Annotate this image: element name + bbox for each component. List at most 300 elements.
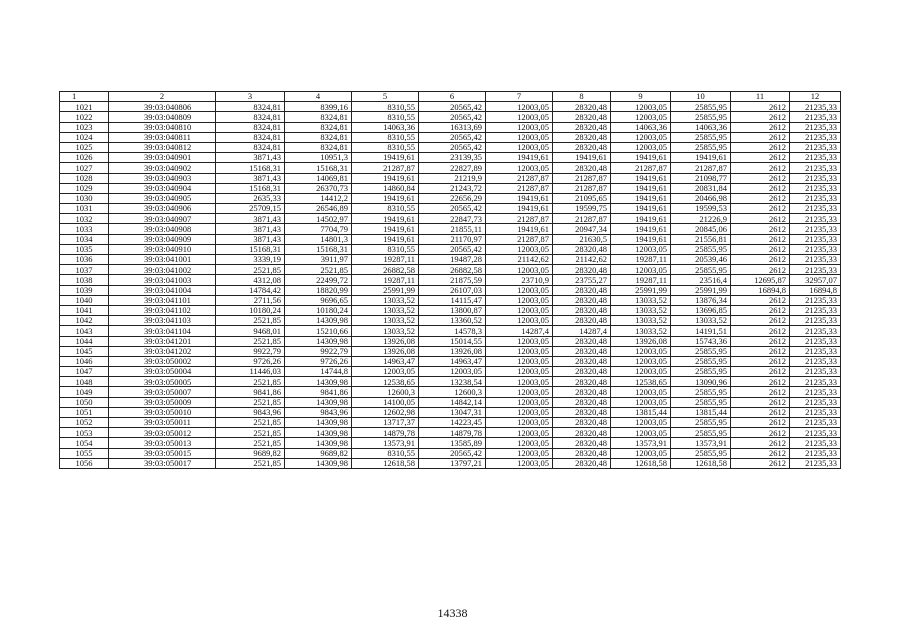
table-cell: 8310,55 bbox=[352, 102, 419, 112]
table-cell: 8324,81 bbox=[216, 102, 285, 112]
table-cell: 21095,65 bbox=[553, 193, 611, 203]
table-cell: 22847,73 bbox=[419, 214, 486, 224]
table-cell: 39:03:041102 bbox=[109, 305, 216, 315]
table-cell: 13033,52 bbox=[611, 316, 671, 326]
table-cell: 26882,58 bbox=[419, 265, 486, 275]
table-cell: 13033,52 bbox=[611, 326, 671, 336]
table-cell: 11446,03 bbox=[216, 367, 285, 377]
column-header: 3 bbox=[216, 92, 285, 102]
table-cell: 15168,31 bbox=[216, 244, 285, 254]
column-header: 7 bbox=[486, 92, 553, 102]
table-cell: 12003,05 bbox=[486, 142, 553, 152]
column-header: 6 bbox=[419, 92, 486, 102]
table-cell: 1023 bbox=[60, 122, 109, 132]
table-cell: 12003,05 bbox=[486, 122, 553, 132]
table-cell: 2612 bbox=[731, 305, 790, 315]
table-cell: 21287,87 bbox=[553, 183, 611, 193]
table-cell: 1024 bbox=[60, 132, 109, 142]
table-cell: 20565,42 bbox=[419, 448, 486, 458]
table-row bbox=[60, 183, 841, 193]
table-cell: 14309,98 bbox=[285, 316, 352, 326]
table-cell: 25855,95 bbox=[671, 367, 731, 377]
table-cell: 12003,05 bbox=[486, 458, 553, 468]
table-row bbox=[60, 295, 841, 305]
table-cell: 12695,87 bbox=[731, 275, 790, 285]
table-cell: 1051 bbox=[60, 407, 109, 417]
table-cell: 21235,33 bbox=[790, 295, 841, 305]
table-cell: 21875,59 bbox=[419, 275, 486, 285]
table-cell: 12003,05 bbox=[611, 244, 671, 254]
table-cell: 21287,87 bbox=[671, 163, 731, 173]
table-cell: 20947,34 bbox=[553, 224, 611, 234]
table-cell: 19419,61 bbox=[486, 224, 553, 234]
table-cell: 39:03:041103 bbox=[109, 316, 216, 326]
table-cell: 39:03:050007 bbox=[109, 387, 216, 397]
table-cell: 28320,48 bbox=[553, 418, 611, 428]
table-cell: 1029 bbox=[60, 183, 109, 193]
table-row bbox=[60, 142, 841, 152]
table-cell: 9468,01 bbox=[216, 326, 285, 336]
table-cell: 8310,55 bbox=[352, 142, 419, 152]
table-cell: 1035 bbox=[60, 244, 109, 254]
table-cell: 8399,16 bbox=[285, 102, 352, 112]
table-cell: 13815,44 bbox=[611, 407, 671, 417]
table-cell: 12003,05 bbox=[486, 428, 553, 438]
table-cell: 2612 bbox=[731, 142, 790, 152]
table-cell: 2612 bbox=[731, 387, 790, 397]
data-table bbox=[59, 91, 841, 469]
table-cell: 13047,31 bbox=[419, 407, 486, 417]
table-cell: 25855,95 bbox=[671, 112, 731, 122]
table-row bbox=[60, 397, 841, 407]
table-cell: 21287,87 bbox=[486, 183, 553, 193]
table-cell: 21170,97 bbox=[419, 234, 486, 244]
table-cell: 28320,48 bbox=[553, 458, 611, 468]
table-cell: 39:03:040907 bbox=[109, 214, 216, 224]
table-cell: 12003,05 bbox=[486, 356, 553, 366]
table-cell: 21235,33 bbox=[790, 122, 841, 132]
table-cell: 21235,33 bbox=[790, 367, 841, 377]
table-cell: 3871,43 bbox=[216, 153, 285, 163]
table-row bbox=[60, 377, 841, 387]
table-cell: 3871,43 bbox=[216, 173, 285, 183]
table-cell: 1028 bbox=[60, 173, 109, 183]
table-cell: 25855,95 bbox=[671, 387, 731, 397]
table-cell: 28320,48 bbox=[553, 316, 611, 326]
table-cell: 14744,8 bbox=[285, 367, 352, 377]
table-cell: 1043 bbox=[60, 326, 109, 336]
column-header: 5 bbox=[352, 92, 419, 102]
table-cell: 39:03:050017 bbox=[109, 458, 216, 468]
table-cell: 21287,87 bbox=[553, 173, 611, 183]
table-row bbox=[60, 244, 841, 254]
table-cell: 19419,61 bbox=[611, 173, 671, 183]
table-cell: 25855,95 bbox=[671, 397, 731, 407]
table-cell: 19287,11 bbox=[611, 255, 671, 265]
table-cell: 2521,85 bbox=[285, 265, 352, 275]
table-cell: 1027 bbox=[60, 163, 109, 173]
table-cell: 12003,05 bbox=[486, 132, 553, 142]
table-cell: 8324,81 bbox=[285, 142, 352, 152]
table-cell: 14412,2 bbox=[285, 193, 352, 203]
table-cell: 18820,99 bbox=[285, 285, 352, 295]
table-cell: 21142,62 bbox=[486, 255, 553, 265]
table-cell: 21235,33 bbox=[790, 387, 841, 397]
table-cell: 19419,61 bbox=[611, 224, 671, 234]
table-cell: 1022 bbox=[60, 112, 109, 122]
table-cell: 25855,95 bbox=[671, 448, 731, 458]
table-cell: 21243,72 bbox=[419, 183, 486, 193]
table-cell: 19419,61 bbox=[486, 193, 553, 203]
table-cell: 12003,05 bbox=[611, 265, 671, 275]
table-cell: 1025 bbox=[60, 142, 109, 152]
table-cell: 2612 bbox=[731, 346, 790, 356]
table-cell: 12003,05 bbox=[611, 142, 671, 152]
table-cell: 16313,69 bbox=[419, 122, 486, 132]
table-cell: 39:03:041004 bbox=[109, 285, 216, 295]
table-cell: 19419,61 bbox=[352, 193, 419, 203]
table-cell: 39:03:041001 bbox=[109, 255, 216, 265]
table-cell: 21235,33 bbox=[790, 336, 841, 346]
table-cell: 1034 bbox=[60, 234, 109, 244]
table-row bbox=[60, 265, 841, 275]
table-cell: 39:03:040811 bbox=[109, 132, 216, 142]
table-cell: 12003,05 bbox=[419, 367, 486, 377]
table-cell: 23755,27 bbox=[553, 275, 611, 285]
table-cell: 21235,33 bbox=[790, 193, 841, 203]
table-cell: 21235,33 bbox=[790, 428, 841, 438]
table-cell: 19419,61 bbox=[486, 204, 553, 214]
table-cell: 14063,36 bbox=[671, 122, 731, 132]
table-cell: 21235,33 bbox=[790, 418, 841, 428]
table-cell: 39:03:050013 bbox=[109, 438, 216, 448]
table-row bbox=[60, 102, 841, 112]
table-cell: 39:03:040809 bbox=[109, 112, 216, 122]
table-cell: 2612 bbox=[731, 428, 790, 438]
table-cell: 1045 bbox=[60, 346, 109, 356]
table-row bbox=[60, 275, 841, 285]
table-cell: 8324,81 bbox=[285, 132, 352, 142]
table-cell: 2612 bbox=[731, 336, 790, 346]
table-cell: 2612 bbox=[731, 234, 790, 244]
table-cell: 1038 bbox=[60, 275, 109, 285]
table-row bbox=[60, 418, 841, 428]
table-cell: 19419,61 bbox=[611, 234, 671, 244]
table-cell: 12003,05 bbox=[611, 367, 671, 377]
column-header: 8 bbox=[553, 92, 611, 102]
table-cell: 39:03:041202 bbox=[109, 346, 216, 356]
table-cell: 26107,03 bbox=[419, 285, 486, 295]
table-cell: 14309,98 bbox=[285, 397, 352, 407]
table-cell: 28320,48 bbox=[553, 387, 611, 397]
table-cell: 9689,82 bbox=[285, 448, 352, 458]
table-cell: 12003,05 bbox=[486, 407, 553, 417]
table-cell: 2612 bbox=[731, 183, 790, 193]
table-cell: 21235,33 bbox=[790, 458, 841, 468]
table-cell: 14860,84 bbox=[352, 183, 419, 193]
table-cell: 12003,05 bbox=[611, 418, 671, 428]
table-cell: 12538,65 bbox=[352, 377, 419, 387]
table-cell: 21630,5 bbox=[553, 234, 611, 244]
table-cell: 12003,05 bbox=[486, 377, 553, 387]
table-cell: 39:03:040812 bbox=[109, 142, 216, 152]
table-cell: 8310,55 bbox=[352, 448, 419, 458]
table-cell: 16894,8 bbox=[731, 285, 790, 295]
table-cell: 8324,81 bbox=[216, 112, 285, 122]
table-cell: 2612 bbox=[731, 448, 790, 458]
table-cell: 19487,28 bbox=[419, 255, 486, 265]
table-cell: 9841,86 bbox=[216, 387, 285, 397]
table-cell: 21235,33 bbox=[790, 163, 841, 173]
table-cell: 2612 bbox=[731, 112, 790, 122]
table-cell: 20565,42 bbox=[419, 102, 486, 112]
table-row bbox=[60, 387, 841, 397]
table-cell: 1056 bbox=[60, 458, 109, 468]
table-cell: 32957,07 bbox=[790, 275, 841, 285]
table-cell: 15168,31 bbox=[216, 163, 285, 173]
table-cell: 14578,3 bbox=[419, 326, 486, 336]
table-row bbox=[60, 173, 841, 183]
table-cell: 12003,05 bbox=[611, 428, 671, 438]
table-cell: 2612 bbox=[731, 193, 790, 203]
table-cell: 25709,15 bbox=[216, 204, 285, 214]
table-row bbox=[60, 193, 841, 203]
table-cell: 39:03:040910 bbox=[109, 244, 216, 254]
table-cell: 2612 bbox=[731, 153, 790, 163]
column-header: 1 bbox=[60, 92, 109, 102]
table-cell: 9922,79 bbox=[285, 346, 352, 356]
table-cell: 25855,95 bbox=[671, 356, 731, 366]
table-cell: 22656,29 bbox=[419, 193, 486, 203]
table-cell: 28320,48 bbox=[553, 356, 611, 366]
table-cell: 9726,26 bbox=[285, 356, 352, 366]
table-cell: 13573,91 bbox=[611, 438, 671, 448]
table-cell: 21235,33 bbox=[790, 326, 841, 336]
table-cell: 2612 bbox=[731, 438, 790, 448]
table-cell: 8310,55 bbox=[352, 112, 419, 122]
table-cell: 9696,65 bbox=[285, 295, 352, 305]
table-cell: 1054 bbox=[60, 438, 109, 448]
table-cell: 13926,08 bbox=[611, 336, 671, 346]
table-cell: 12003,05 bbox=[486, 336, 553, 346]
table-cell: 13815,44 bbox=[671, 407, 731, 417]
table-cell: 1026 bbox=[60, 153, 109, 163]
table-cell: 21287,87 bbox=[611, 163, 671, 173]
table-cell: 15210,66 bbox=[285, 326, 352, 336]
table-cell: 21235,33 bbox=[790, 407, 841, 417]
table-cell: 12003,05 bbox=[486, 316, 553, 326]
table-cell: 13033,52 bbox=[352, 295, 419, 305]
table-row bbox=[60, 316, 841, 326]
table-row bbox=[60, 326, 841, 336]
table-row bbox=[60, 255, 841, 265]
table-cell: 25855,95 bbox=[671, 142, 731, 152]
table-cell: 13033,52 bbox=[352, 326, 419, 336]
table-cell: 25855,95 bbox=[671, 418, 731, 428]
table-row bbox=[60, 204, 841, 214]
table-row bbox=[60, 367, 841, 377]
table-cell: 13090,96 bbox=[671, 377, 731, 387]
table-cell: 12600,3 bbox=[352, 387, 419, 397]
table-cell: 19419,61 bbox=[611, 214, 671, 224]
table-cell: 12003,05 bbox=[611, 132, 671, 142]
table-cell: 13717,37 bbox=[352, 418, 419, 428]
table-cell: 8324,81 bbox=[285, 122, 352, 132]
table-cell: 2612 bbox=[731, 173, 790, 183]
table-cell: 19599,75 bbox=[553, 204, 611, 214]
table-cell: 2635,33 bbox=[216, 193, 285, 203]
table-cell: 21142,62 bbox=[553, 255, 611, 265]
table-cell: 12003,05 bbox=[486, 397, 553, 407]
table-cell: 28320,48 bbox=[553, 112, 611, 122]
table-cell: 13800,87 bbox=[419, 305, 486, 315]
table-cell: 25991,99 bbox=[671, 285, 731, 295]
table-cell: 39:03:040810 bbox=[109, 122, 216, 132]
table-cell: 2612 bbox=[731, 122, 790, 132]
table-cell: 12003,05 bbox=[486, 112, 553, 122]
table-cell: 21235,33 bbox=[790, 316, 841, 326]
table-cell: 39:03:050004 bbox=[109, 367, 216, 377]
table-cell: 39:03:040904 bbox=[109, 183, 216, 193]
table-cell: 12003,05 bbox=[486, 295, 553, 305]
table-cell: 8324,81 bbox=[216, 142, 285, 152]
table-cell: 1032 bbox=[60, 214, 109, 224]
table-cell: 12003,05 bbox=[486, 244, 553, 254]
table-cell: 21287,87 bbox=[486, 173, 553, 183]
table-cell: 39:03:041002 bbox=[109, 265, 216, 275]
table-cell: 21235,33 bbox=[790, 305, 841, 315]
table-cell: 14309,98 bbox=[285, 458, 352, 468]
table-cell: 14115,47 bbox=[419, 295, 486, 305]
table-cell: 14801,3 bbox=[285, 234, 352, 244]
table-cell: 12618,58 bbox=[671, 458, 731, 468]
table-cell: 26882,58 bbox=[352, 265, 419, 275]
table-cell: 23710,9 bbox=[486, 275, 553, 285]
table-cell: 21235,33 bbox=[790, 255, 841, 265]
table-cell: 2612 bbox=[731, 265, 790, 275]
table-cell: 14502,97 bbox=[285, 214, 352, 224]
table-cell: 14963,47 bbox=[419, 356, 486, 366]
table-cell: 9689,82 bbox=[216, 448, 285, 458]
table-cell: 19419,61 bbox=[352, 234, 419, 244]
table-cell: 15168,31 bbox=[285, 244, 352, 254]
table-cell: 20565,42 bbox=[419, 244, 486, 254]
table-cell: 2521,85 bbox=[216, 438, 285, 448]
table-row bbox=[60, 122, 841, 132]
table-cell: 25855,95 bbox=[671, 102, 731, 112]
table-cell: 2521,85 bbox=[216, 428, 285, 438]
table-cell: 12003,05 bbox=[611, 102, 671, 112]
table-cell: 28320,48 bbox=[553, 336, 611, 346]
table-cell: 14309,98 bbox=[285, 336, 352, 346]
table-cell: 12003,05 bbox=[486, 418, 553, 428]
table-cell: 9841,86 bbox=[285, 387, 352, 397]
table-cell: 21287,87 bbox=[553, 214, 611, 224]
table-cell: 14309,98 bbox=[285, 428, 352, 438]
table-cell: 1037 bbox=[60, 265, 109, 275]
table-cell: 12003,05 bbox=[611, 397, 671, 407]
table-cell: 16894,8 bbox=[790, 285, 841, 295]
table-cell: 12618,58 bbox=[352, 458, 419, 468]
table-cell: 12003,05 bbox=[611, 387, 671, 397]
table-cell: 10180,24 bbox=[285, 305, 352, 315]
table-cell: 2612 bbox=[731, 397, 790, 407]
table-cell: 28320,48 bbox=[553, 428, 611, 438]
table-cell: 12618,58 bbox=[611, 458, 671, 468]
table-cell: 21219,9 bbox=[419, 173, 486, 183]
table-cell: 1046 bbox=[60, 356, 109, 366]
table-cell: 2612 bbox=[731, 458, 790, 468]
table-cell: 7704,79 bbox=[285, 224, 352, 234]
table-cell: 25855,95 bbox=[671, 428, 731, 438]
table-cell: 1041 bbox=[60, 305, 109, 315]
table-cell: 21235,33 bbox=[790, 224, 841, 234]
table-cell: 39:03:050015 bbox=[109, 448, 216, 458]
table-cell: 13033,52 bbox=[611, 295, 671, 305]
table-cell: 12602,98 bbox=[352, 407, 419, 417]
table-cell: 39:03:050005 bbox=[109, 377, 216, 387]
table-cell: 28320,48 bbox=[553, 244, 611, 254]
table-cell: 19419,61 bbox=[352, 214, 419, 224]
table-cell: 14309,98 bbox=[285, 438, 352, 448]
table-cell: 14100,05 bbox=[352, 397, 419, 407]
table-cell: 12003,05 bbox=[352, 367, 419, 377]
table-cell: 26546,89 bbox=[285, 204, 352, 214]
table-cell: 12003,05 bbox=[486, 346, 553, 356]
table-cell: 12003,05 bbox=[611, 112, 671, 122]
table-cell: 21855,11 bbox=[419, 224, 486, 234]
table-cell: 12003,05 bbox=[611, 356, 671, 366]
table-cell: 1031 bbox=[60, 204, 109, 214]
column-header: 2 bbox=[109, 92, 216, 102]
table-cell: 28320,48 bbox=[553, 367, 611, 377]
table-cell: 19287,11 bbox=[352, 275, 419, 285]
table-cell: 28320,48 bbox=[553, 407, 611, 417]
table-cell: 1044 bbox=[60, 336, 109, 346]
table-cell: 2612 bbox=[731, 356, 790, 366]
table-cell: 9843,96 bbox=[216, 407, 285, 417]
table-cell: 12003,05 bbox=[611, 448, 671, 458]
table-cell: 13238,54 bbox=[419, 377, 486, 387]
table-cell: 21287,87 bbox=[486, 214, 553, 224]
table-cell: 28320,48 bbox=[553, 438, 611, 448]
table-cell: 28320,48 bbox=[553, 346, 611, 356]
table-cell: 3911,97 bbox=[285, 255, 352, 265]
table-cell: 19419,61 bbox=[486, 153, 553, 163]
table-cell: 25855,95 bbox=[671, 265, 731, 275]
table-cell: 13033,52 bbox=[352, 305, 419, 315]
table-cell: 3339,19 bbox=[216, 255, 285, 265]
table-cell: 21235,33 bbox=[790, 234, 841, 244]
table-cell: 25991,99 bbox=[352, 285, 419, 295]
column-header: 10 bbox=[671, 92, 731, 102]
table-cell: 39:03:050010 bbox=[109, 407, 216, 417]
table-row bbox=[60, 214, 841, 224]
table-cell: 22827,89 bbox=[419, 163, 486, 173]
table-cell: 28320,48 bbox=[553, 285, 611, 295]
table-header-row bbox=[60, 92, 841, 102]
table-cell: 2612 bbox=[731, 102, 790, 112]
table-cell: 13360,52 bbox=[419, 316, 486, 326]
table-cell: 13573,91 bbox=[671, 438, 731, 448]
table-cell: 39:03:040906 bbox=[109, 204, 216, 214]
table-row bbox=[60, 336, 841, 346]
table-cell: 3871,43 bbox=[216, 234, 285, 244]
table-cell: 14287,4 bbox=[486, 326, 553, 336]
table-cell: 12003,05 bbox=[486, 285, 553, 295]
table-cell: 3871,43 bbox=[216, 224, 285, 234]
table-row bbox=[60, 224, 841, 234]
